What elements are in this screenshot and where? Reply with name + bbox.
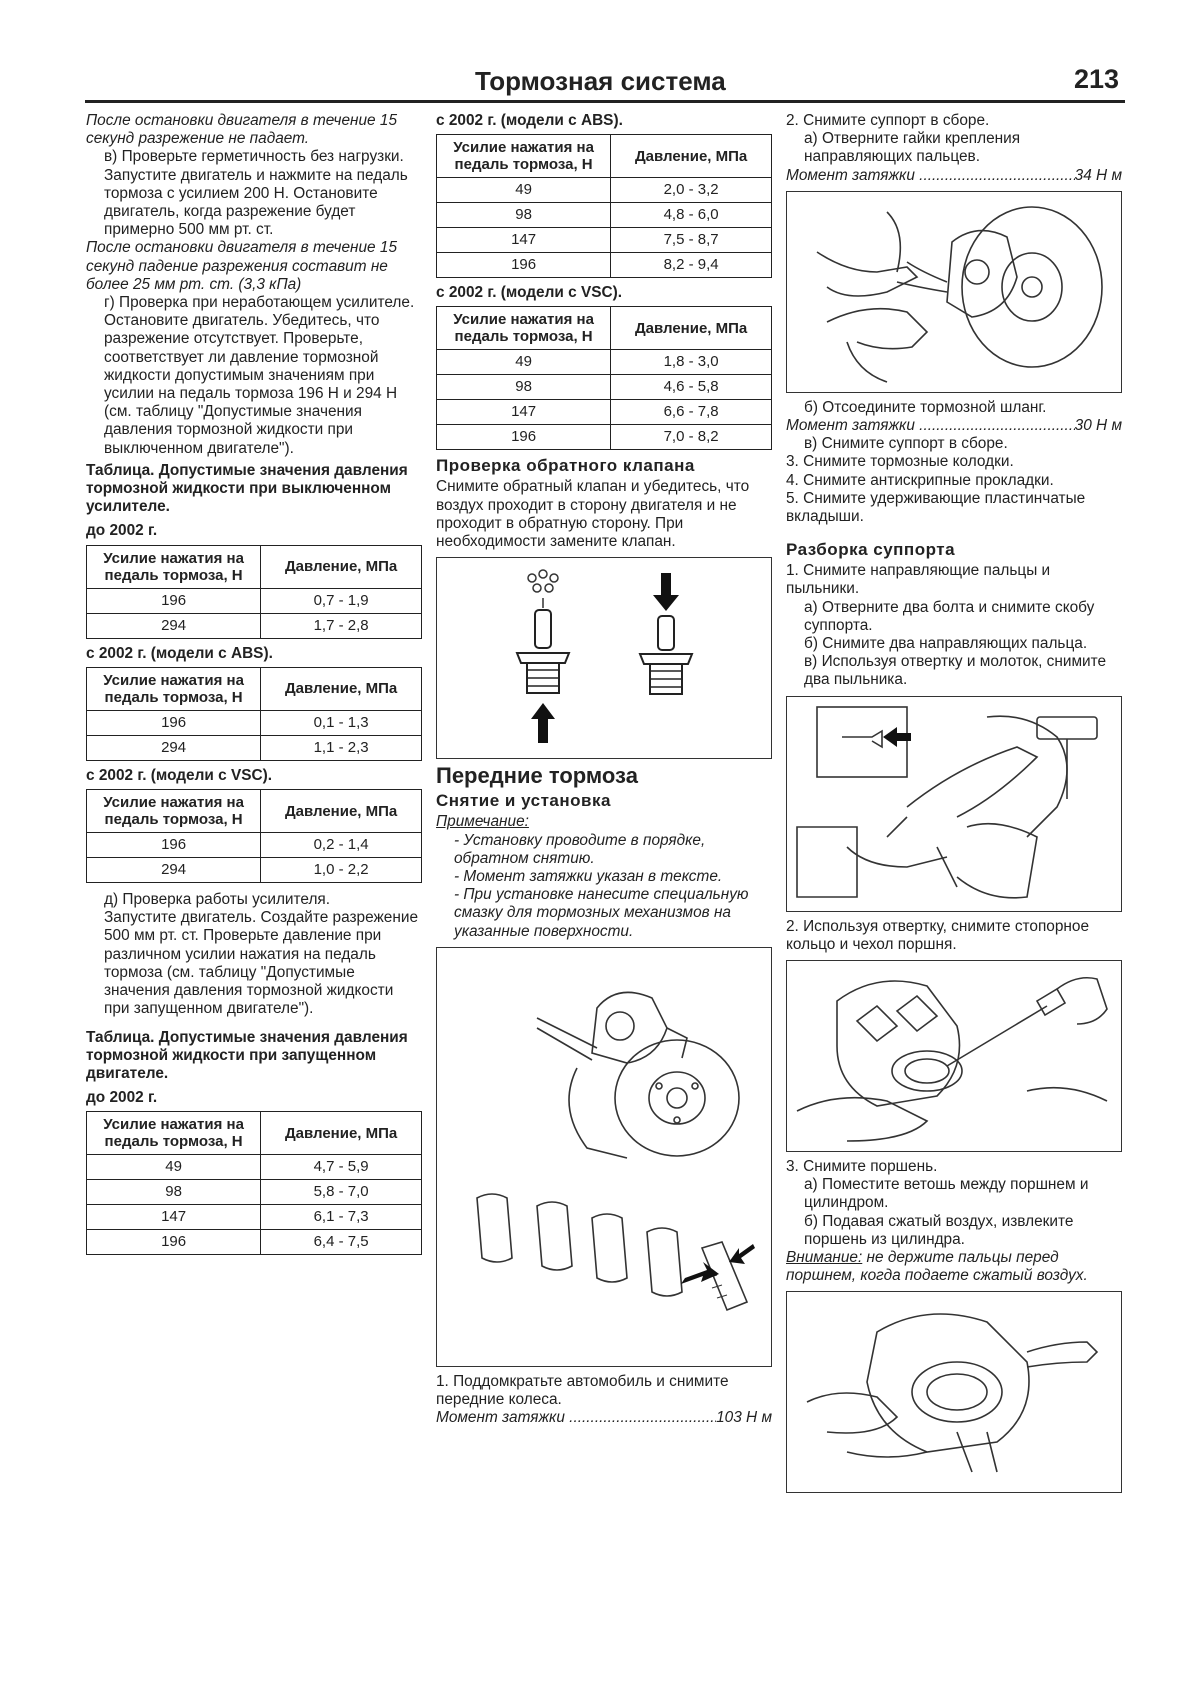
section-heading: Снятие и установка — [436, 791, 611, 811]
table-row — [437, 350, 772, 375]
table-cell: 294 — [87, 613, 261, 638]
table-cell: 147 — [437, 400, 611, 425]
table-cell: 4,8 - 6,0 — [611, 203, 772, 228]
table-cell: 1,7 - 2,8 — [261, 613, 422, 638]
warning — [786, 1249, 1122, 1285]
column-header: Усилие нажатия на педаль тормоза, Н — [87, 545, 261, 588]
pressure-table — [86, 545, 422, 639]
torque-value: 30 Н м — [1074, 417, 1122, 435]
table-cell: 6,1 - 7,3 — [261, 1205, 422, 1230]
section-title: Передние тормоза — [436, 763, 638, 789]
table-cell: 1,1 - 2,3 — [261, 735, 422, 760]
table-cell: 2,0 - 3,2 — [611, 178, 772, 203]
paragraph: 4. Снимите антискрипные прокладки. — [786, 471, 1054, 489]
table-cell: 196 — [87, 588, 261, 613]
note-item: - Момент затяжки указан в тексте. — [454, 868, 723, 886]
paragraph: 2. Снимите суппорт в сборе. — [786, 112, 990, 129]
paragraph: в) Проверьте герметичность без нагрузки. — [104, 148, 404, 166]
table-row — [437, 425, 772, 450]
table-cell: 0,1 - 1,3 — [261, 710, 422, 735]
table-row — [87, 710, 422, 735]
paragraph: б) Подавая сжатый воздух, извлеките поршень из цилиндра. — [804, 1212, 1074, 1248]
paragraph: б) Снимите два направляющих пальца. — [804, 635, 1088, 653]
caliper-removal-figure — [786, 191, 1122, 393]
table-cell: 196 — [87, 833, 261, 858]
page-title: Тормозная система — [475, 66, 726, 96]
paragraph: После остановки двигателя в течение 15 секунд падение разрежения составит не более 25 мм рт. ст. (3,3 кПа) — [86, 239, 398, 293]
paragraph: Запустите двигатель. Создайте разрежение 500 мм рт. ст. Проверьте давление при различном усилии нажатия на педаль тормоза (см. таблицу "Допустимые значения давления тормозной жидкости при запущенном двигателе"). — [104, 909, 419, 1018]
table-row — [87, 735, 422, 760]
note-item: - При установке нанесите специальную смазку для тормозных механизмов на указанные поверхности. — [454, 886, 749, 940]
table-cell: 147 — [87, 1205, 261, 1230]
table-cell: 6,6 - 7,8 — [611, 400, 772, 425]
table-subtitle: с 2002 г. (модели с VSC). — [436, 284, 623, 302]
paragraph: 5. Снимите удерживающие пластинчатые вкладыши. — [786, 489, 1086, 526]
pressure-table — [86, 1111, 422, 1255]
table-cell: 196 — [437, 253, 611, 278]
table-cell: 98 — [437, 203, 611, 228]
column-header: Давление, МПа — [261, 667, 422, 710]
column-header: Давление, МПа — [261, 1112, 422, 1155]
table-cell: 1,8 - 3,0 — [611, 350, 772, 375]
torque-value: 34 Н м — [1074, 166, 1122, 184]
paragraph: После остановки двигателя в течение 15 секунд разрежение не падает. — [86, 112, 398, 148]
paragraph: а) Поместите ветошь между поршнем и цилиндром. — [804, 1176, 1089, 1212]
column-header: Усилие нажатия на педаль тормоза, Н — [437, 307, 611, 350]
arrow-down-icon — [653, 573, 679, 611]
warning-label: Внимание: — [786, 1249, 863, 1267]
table-cell: 5,8 - 7,0 — [261, 1180, 422, 1205]
table-row — [437, 375, 772, 400]
paragraph: г) Проверка при неработающем усилителе. — [104, 294, 415, 312]
check-valve-closed — [640, 616, 692, 694]
table-caption: Таблица. Допустимые значения давления тормозной жидкости при запущенном двигателе. — [86, 1028, 408, 1082]
air-puff-icon — [528, 570, 558, 608]
column-header: Давление, МПа — [261, 790, 422, 833]
column-header: Усилие нажатия на педаль тормоза, Н — [87, 1112, 261, 1155]
snap-ring-removal-figure — [786, 960, 1122, 1152]
note-item: - Установку проводите в порядке, обратном снятию. — [454, 831, 706, 867]
table-cell: 4,7 - 5,9 — [261, 1155, 422, 1180]
torque-spec — [786, 167, 1122, 185]
table-row — [437, 228, 772, 253]
warning-text: не держите пальцы перед поршнем, когда подаете сжатый воздух. — [786, 1249, 1088, 1285]
table-row — [437, 178, 772, 203]
torque-value: 103 Н м — [716, 1409, 772, 1427]
table-row — [87, 858, 422, 883]
paragraph: а) Отверните два болта и снимите скобу суппорта. — [804, 598, 1095, 634]
table-cell: 49 — [87, 1155, 261, 1180]
table-caption: Таблица. Допустимые значения давления тормозной жидкости при выключенном усилителе. — [86, 461, 408, 516]
paragraph: б) Отсоедините тормозной шланг. — [804, 398, 1047, 416]
table-row — [87, 833, 422, 858]
section-heading: Проверка обратного клапана — [436, 456, 695, 476]
table-cell: 1,0 - 2,2 — [261, 858, 422, 883]
arrow-icon — [681, 1244, 755, 1284]
table-row — [87, 588, 422, 613]
table-cell: 8,2 - 9,4 — [611, 253, 772, 278]
paragraph: в) Снимите суппорт в сборе. — [804, 435, 1008, 453]
pressure-table — [86, 789, 422, 883]
table-cell: 196 — [87, 1230, 261, 1255]
table-cell: 0,2 - 1,4 — [261, 833, 422, 858]
table-row — [87, 1205, 422, 1230]
column-left — [86, 112, 422, 1259]
paragraph: д) Проверка работы усилителя. — [104, 891, 331, 909]
table-cell: 98 — [87, 1180, 261, 1205]
pressure-table — [436, 134, 772, 278]
piston-removal-figure — [786, 1291, 1122, 1493]
table-cell: 294 — [87, 735, 261, 760]
column-header: Давление, МПа — [261, 545, 422, 588]
torque-label: Момент затяжки ..... — [436, 1409, 716, 1427]
front-brake-assembly-figure — [436, 947, 772, 1367]
paragraph: 3. Снимите тормозные колодки. — [786, 453, 1014, 471]
column-header: Давление, МПа — [611, 307, 772, 350]
torque-label: Момент затяжки ..... — [786, 417, 1075, 435]
paragraph: 2. Используя отвертку, снимите стопорное кольцо и чехол поршня. — [786, 917, 1090, 953]
table-row — [87, 1230, 422, 1255]
column-middle — [436, 112, 772, 1427]
paragraph: 3. Снимите поршень. — [786, 1158, 938, 1176]
column-right — [786, 112, 1122, 1499]
table-cell: 6,4 - 7,5 — [261, 1230, 422, 1255]
paragraph: Снимите обратный клапан и убедитесь, что воздух проходит в сторону двигателя и не проходит в обратную сторону. При необходимости замените клапан. — [436, 478, 750, 551]
column-header: Усилие нажатия на педаль тормоза, Н — [87, 667, 261, 710]
check-valve-figure — [436, 557, 772, 759]
table-cell: 4,6 - 5,8 — [611, 375, 772, 400]
table-subtitle: до 2002 г. — [86, 1089, 158, 1107]
paragraph: Запустите двигатель и нажмите на педаль тормоза с усилием 200 Н. Остановите двигатель, когда разрежение будет примерно 500 мм рт. ст. — [104, 166, 408, 239]
table-cell: 196 — [437, 425, 611, 450]
note-label: Примечание: — [436, 813, 529, 831]
column-header: Усилие нажатия на педаль тормоза, Н — [437, 135, 611, 178]
table-row — [87, 613, 422, 638]
pressure-table — [86, 667, 422, 761]
column-header: Давление, МПа — [611, 135, 772, 178]
pressure-table — [436, 306, 772, 450]
paragraph: в) Используя отвертку и молоток, снимите два пыльника. — [804, 653, 1107, 689]
paragraph: а) Отверните гайки крепления направляющих пальцев. — [804, 130, 1021, 166]
table-subtitle: до 2002 г. — [86, 522, 158, 540]
table-cell: 49 — [437, 178, 611, 203]
arrow-up-icon — [531, 703, 555, 743]
table-cell: 7,0 - 8,2 — [611, 425, 772, 450]
table-row — [437, 253, 772, 278]
paragraph: 1. Поддомкратьте автомобиль и снимите передние колеса. — [436, 1372, 729, 1409]
column-header: Усилие нажатия на педаль тормоза, Н — [87, 790, 261, 833]
check-valve-open — [517, 610, 569, 693]
table-cell: 98 — [437, 375, 611, 400]
table-cell: 7,5 - 8,7 — [611, 228, 772, 253]
table-cell: 0,7 - 1,9 — [261, 588, 422, 613]
torque-label: Момент затяжки ..... — [786, 167, 1075, 185]
table-cell: 147 — [437, 228, 611, 253]
page-number: 213 — [1073, 64, 1119, 94]
table-row — [437, 400, 772, 425]
table-subtitle: с 2002 г. (модели с ABS). — [86, 644, 273, 662]
torque-spec — [436, 1409, 772, 1427]
table-subtitle: с 2002 г. (модели с VSC). — [86, 766, 273, 784]
table-cell: 294 — [87, 858, 261, 883]
table-cell: 49 — [437, 350, 611, 375]
table-subtitle: с 2002 г. (модели с ABS). — [436, 112, 623, 129]
paragraph: 1. Снимите направляющие пальцы и пыльники. — [786, 562, 1051, 598]
table-cell: 196 — [87, 710, 261, 735]
section-heading: Разборка суппорта — [786, 540, 956, 560]
table-row — [87, 1180, 422, 1205]
dust-boot-removal-figure — [786, 696, 1122, 912]
table-row — [87, 1155, 422, 1180]
table-row — [437, 203, 772, 228]
torque-spec — [786, 417, 1122, 435]
paragraph: Остановите двигатель. Убедитесь, что разрежение отсутствует. Проверьте, соответствует ли давление тормозной жидкости допустимым значениям при усилии на педаль тормоза 196 Н и 294 Н (см. таблицу "Допустимые значения давления тормозной жидкости при выключенном двигателе"). — [104, 312, 398, 457]
page-header — [85, 62, 1125, 103]
